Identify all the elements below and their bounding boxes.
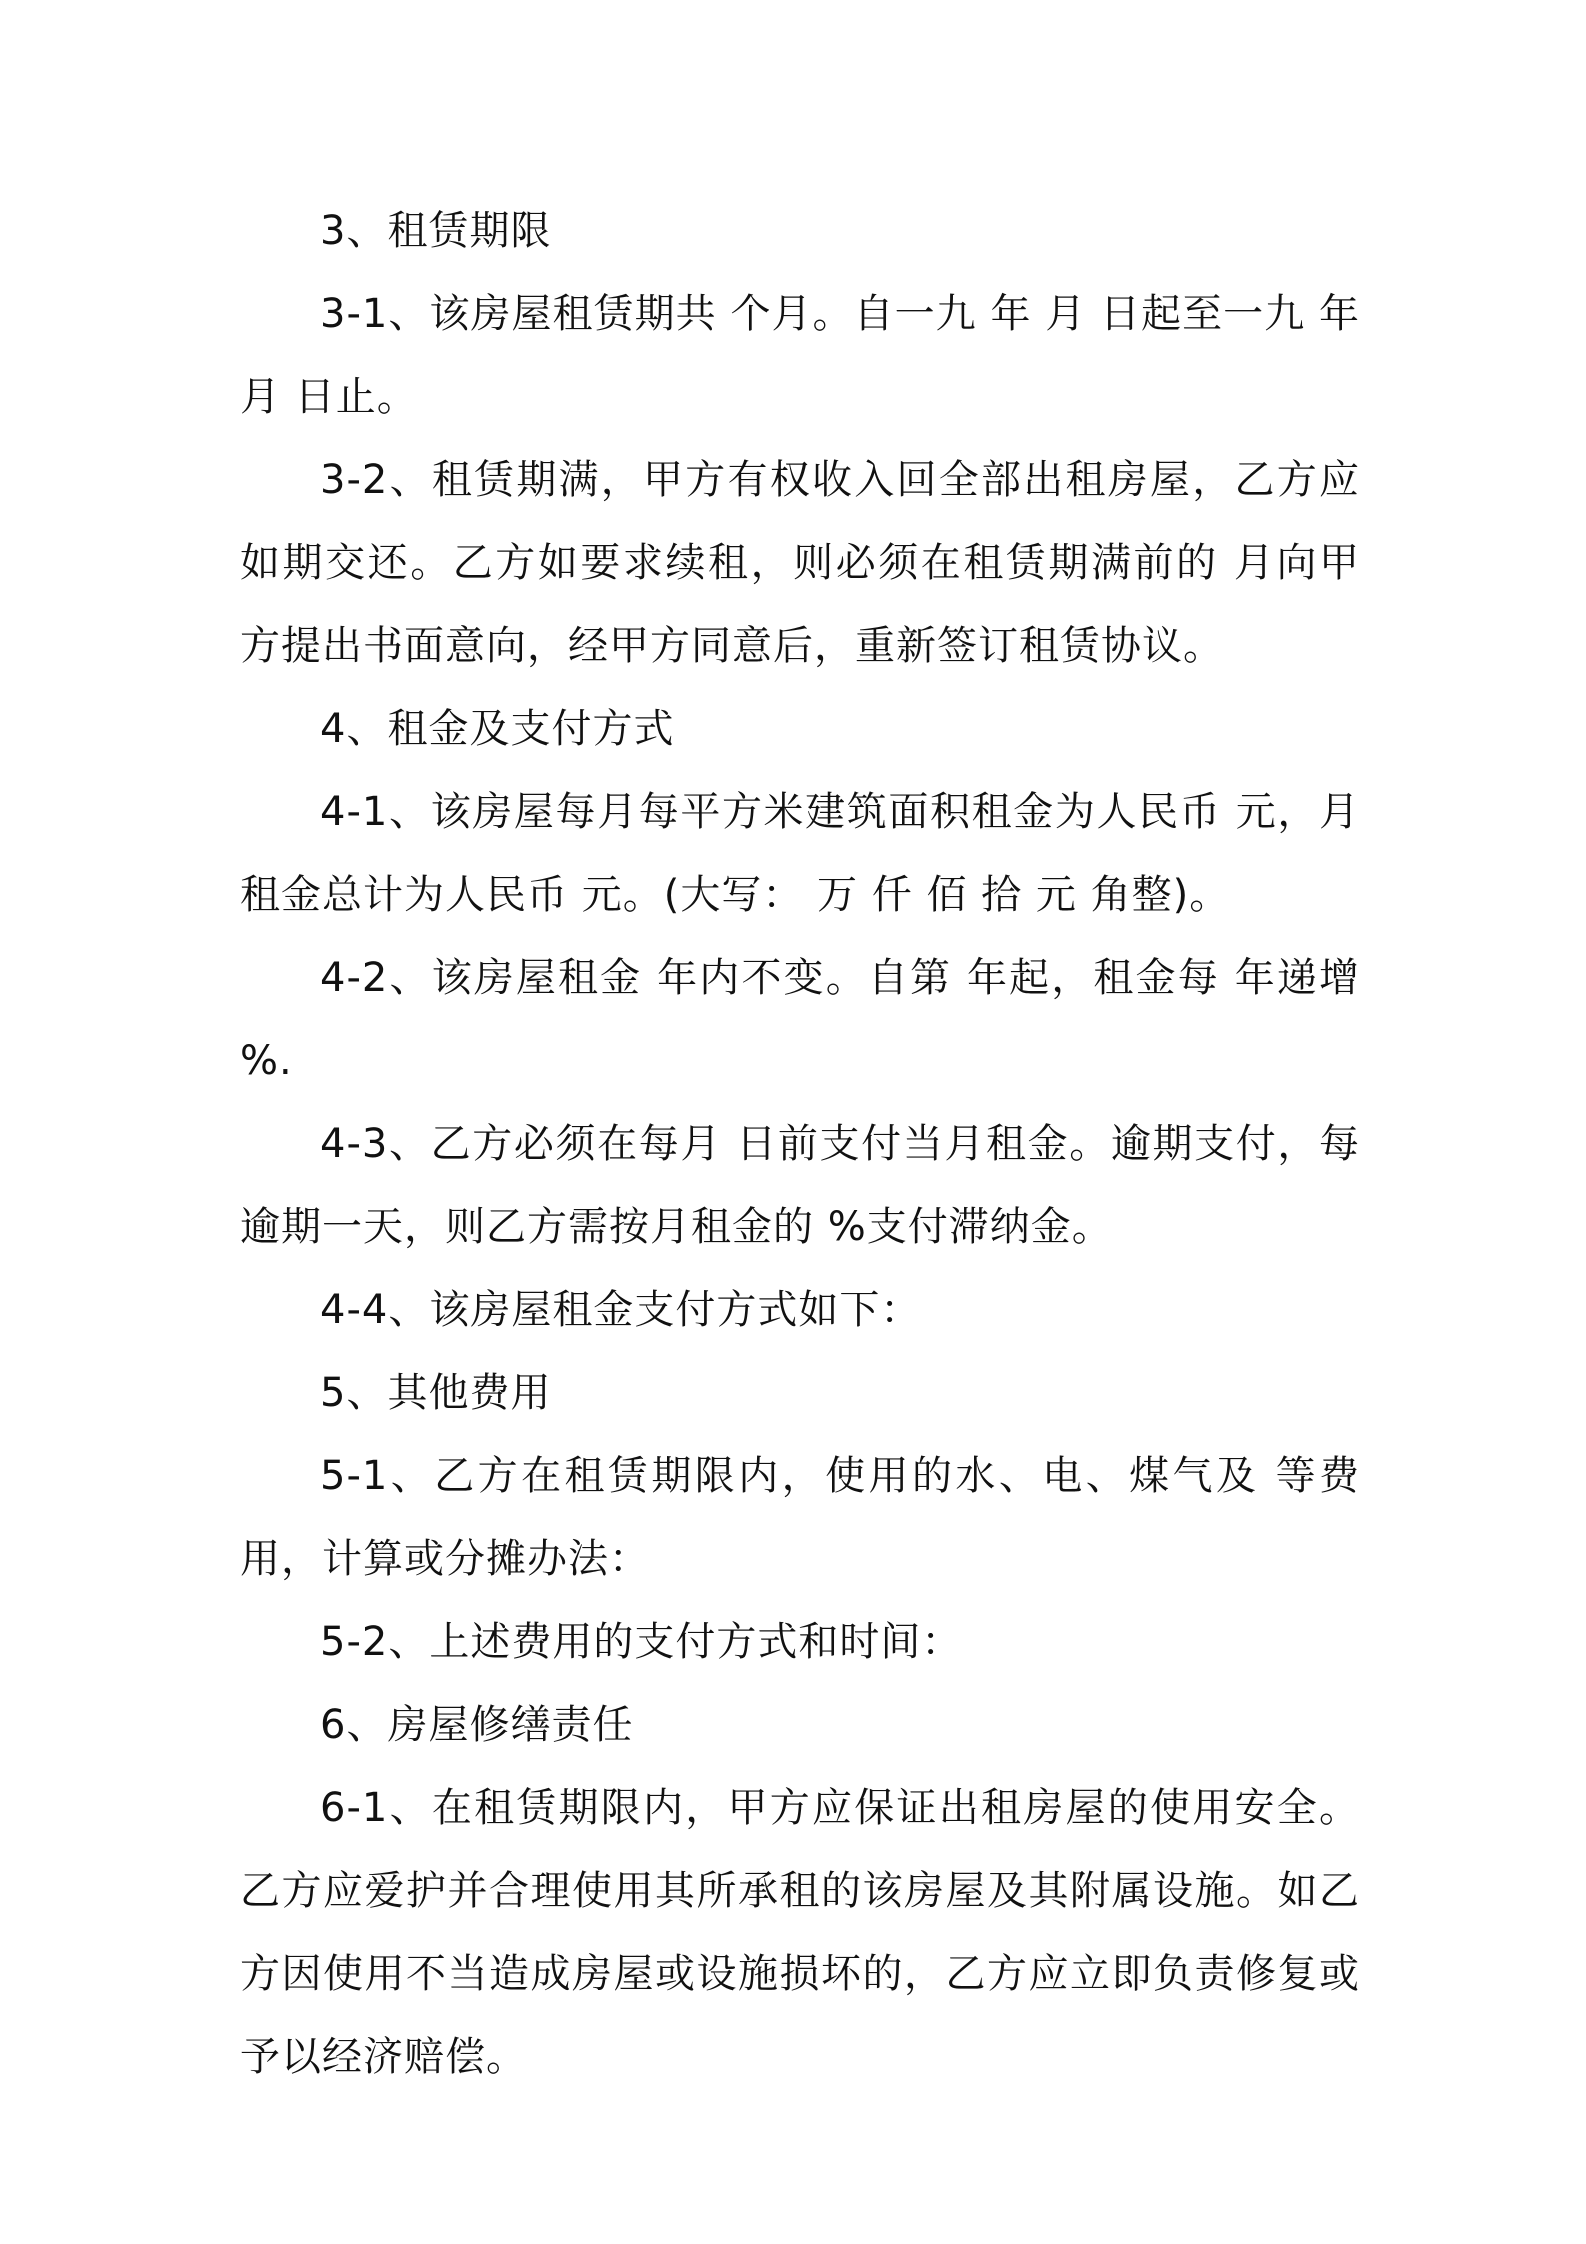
clause-3-1: 3-1、该房屋租赁期共 个月。自一九 年 月 日起至一九 年 月 日止。: [240, 291, 1360, 420]
section-heading-rent-payment: 4、租金及支付方式: [320, 706, 675, 752]
section-heading-other-fees: 5、其他费用: [320, 1370, 552, 1416]
clause-4-3: 4-3、乙方必须在每月 日前支付当月租金。逾期支付，每逾期一天，则乙方需按月租金的 %支付滞纳金。: [240, 1121, 1360, 1250]
clause-4-1: 4-1、该房屋每月每平方米建筑面积租金为人民币 元，月租金总计为人民币 元。(大写： 万 仟 佰 拾 元 角整)。: [240, 789, 1360, 918]
clause-5-2: 5-2、上述费用的支付方式和时间：: [320, 1619, 963, 1665]
section-heading-repair-responsibility: 6、房屋修缮责任: [320, 1702, 634, 1748]
clause-6-1: 6-1、在租赁期限内，甲方应保证出租房屋的使用安全。乙方应爱护并合理使用其所承租的该房屋及其附属设施。如乙方因使用不当造成房屋或设施损坏的，乙方应立即负责修复或予以经济赔偿。: [240, 1785, 1360, 2080]
clause-4-4: 4-4、该房屋租金支付方式如下：: [320, 1287, 922, 1333]
section-heading-lease-term: 3、租赁期限: [320, 208, 552, 254]
clause-5-1: 5-1、乙方在租赁期限内，使用的水、电、煤气及 等费用，计算或分摊办法：: [240, 1453, 1360, 1582]
document-body: [240, 190, 1360, 2099]
clause-4-2: 4-2、该房屋租金 年内不变。自第 年起，租金每 年递增 %.: [240, 955, 1360, 1084]
clause-3-2: 3-2、租赁期满，甲方有权收入回全部出租房屋，乙方应如期交还。乙方如要求续租，则必须在租赁期满前的 月向甲方提出书面意向，经甲方同意后，重新签订租赁协议。: [240, 457, 1360, 669]
